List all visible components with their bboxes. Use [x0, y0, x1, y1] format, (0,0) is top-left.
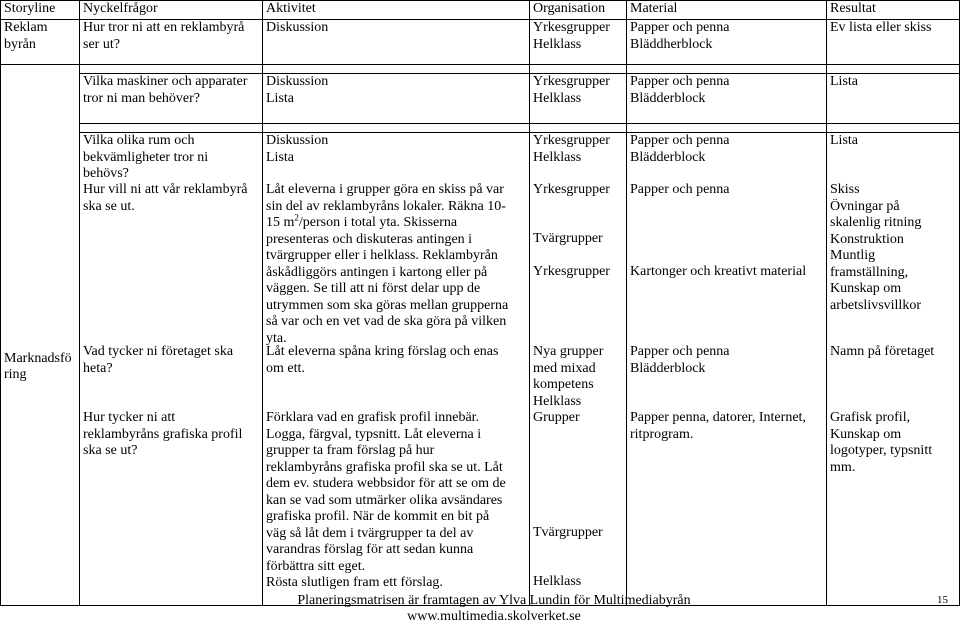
table-row	[1, 133, 960, 606]
result-text: Grafisk profil, Kunskap om logotyper, typsnitt mm.	[830, 410, 933, 475]
material-cell	[627, 74, 827, 124]
activity-text	[266, 182, 528, 347]
organisation-text: Yrkesgrupper Helklass	[533, 20, 610, 52]
organisation-cell	[530, 20, 627, 65]
material-text: Papper penna, datorer, Internet, ritprogram.	[630, 410, 806, 442]
organisation-text: Yrkesgrupper Helklass	[533, 133, 610, 165]
question-text: Hur tycker ni att reklambyråns grafiska profil ska se ut?	[83, 410, 243, 458]
footer-url: www.multimedia.skolverket.se	[407, 609, 581, 624]
activity-text: Låt eleverna spåna kring förslag och enas om ett.	[266, 344, 499, 376]
col-header-activity: Aktivitet	[263, 1, 530, 20]
organisation-text: Tvärgrupper	[533, 525, 603, 540]
question-text: Hur vill ni att vår reklambyrå ska se ut.	[83, 182, 248, 214]
activity-text-part: Låt eleverna i grupper göra en skiss på var sin del av reklambyråns lokaler. Räkna 10- 15 m	[266, 182, 506, 230]
question-cell	[80, 20, 263, 65]
material-text: Papper och penna Blädderblock	[630, 133, 730, 165]
col-header-material: Material	[627, 1, 827, 20]
storyline-text: Marknadsfö ring	[4, 350, 72, 382]
col-header-organisation: Organisation	[530, 1, 627, 20]
header-row	[1, 1, 960, 20]
page-number: 15	[937, 594, 948, 606]
activity-cell	[263, 74, 530, 124]
material-text: Papper och penna Blädderblock	[630, 344, 730, 376]
spacer-row	[1, 124, 960, 133]
organisation-text: Tvärgrupper	[533, 231, 603, 246]
organisation-text: Nya grupper med mixad kompetens Helklass	[533, 344, 604, 409]
material-text: Kartonger och kreativt material	[630, 264, 807, 279]
col-header-result: Resultat	[827, 1, 960, 20]
spacer-row	[1, 65, 960, 74]
footer	[264, 593, 724, 625]
table-row	[1, 74, 960, 124]
table-row	[1, 20, 960, 65]
storyline-text: Reklam byrån	[4, 20, 48, 52]
question-text: Hur tror ni att en reklambyrå ser ut?	[83, 20, 245, 52]
organisation-text: Grupper	[533, 410, 580, 425]
storyline-cell	[1, 133, 80, 606]
question-cell	[80, 74, 263, 124]
activity-text: Förklara vad en grafisk profil innebär. Logga, färgval, typsnitt. Låt eleverna i grupper ta fram förslag på hur reklambyråns grafiska profil ska se ut. Låt dem ev. studera webbsidor för att se om de kan se vad som utmärker olika avsändares grafiska profil. När de kommit en bit på väg så låt dem i tvärgrupper ta del av varandras förslag för att sedan kunna förbättra sitt eget. Rösta slutligen fram ett förslag.	[266, 410, 506, 590]
storyline-cell	[1, 20, 80, 65]
material-cell	[627, 20, 827, 65]
result-cell	[827, 74, 960, 124]
question-cell	[80, 133, 263, 606]
material-text: Papper och penna	[630, 182, 730, 197]
result-text: Ev lista eller skiss	[830, 20, 932, 35]
superscript-two: 2	[294, 212, 299, 223]
result-text: Namn på företaget	[830, 344, 935, 359]
result-cell	[827, 20, 960, 65]
material-text: Papper och penna Blädderblock	[630, 74, 730, 106]
footer-credit: Planeringsmatrisen är framtagen av Ylva Lundin för Multimediabyrån	[297, 593, 691, 608]
organisation-text: Yrkesgrupper	[533, 264, 610, 279]
organisation-text: Helklass	[533, 574, 582, 589]
organisation-cell	[530, 133, 627, 606]
question-text: Vad tycker ni företaget ska heta?	[83, 344, 234, 376]
col-header-storyline: Storyline	[1, 1, 80, 20]
material-text: Papper och penna Bläddherblock	[630, 20, 730, 52]
result-text: Lista	[830, 133, 858, 148]
activity-text: Diskussion	[266, 20, 329, 35]
material-cell	[627, 133, 827, 606]
result-text: Skiss Övningar på skalenlig ritning Konstruktion Muntlig framställning, Kunskap om arbetslivsvillkor	[830, 182, 922, 313]
activity-cell	[263, 133, 530, 606]
activity-text: Diskussion Lista	[266, 133, 329, 165]
activity-text: Diskussion Lista	[266, 74, 329, 106]
question-text: Vilka maskiner och apparater tror ni man behöver?	[83, 74, 248, 106]
question-text: Vilka olika rum och bekvämligheter tror ni behövs?	[83, 133, 209, 181]
organisation-cell	[530, 74, 627, 124]
result-text: Lista	[830, 74, 858, 89]
activity-text-part: /person i total yta. Skisserna presenteras och diskuteras antingen i tvärgrupper eller i helklass. Reklambyrån åskådliggörs antingen i kartong eller på väggen. Se till att ni först delar upp de utrymmen som ska göras mellan grupperna så var och en vet vad de ska göra på vilken yta.	[266, 215, 509, 346]
storyline-cell	[1, 74, 80, 124]
col-header-key-questions: Nyckelfrågor	[80, 1, 263, 20]
result-cell	[827, 133, 960, 606]
organisation-text: Yrkesgrupper	[533, 182, 610, 197]
organisation-text: Yrkesgrupper Helklass	[533, 74, 610, 106]
activity-cell	[263, 20, 530, 65]
